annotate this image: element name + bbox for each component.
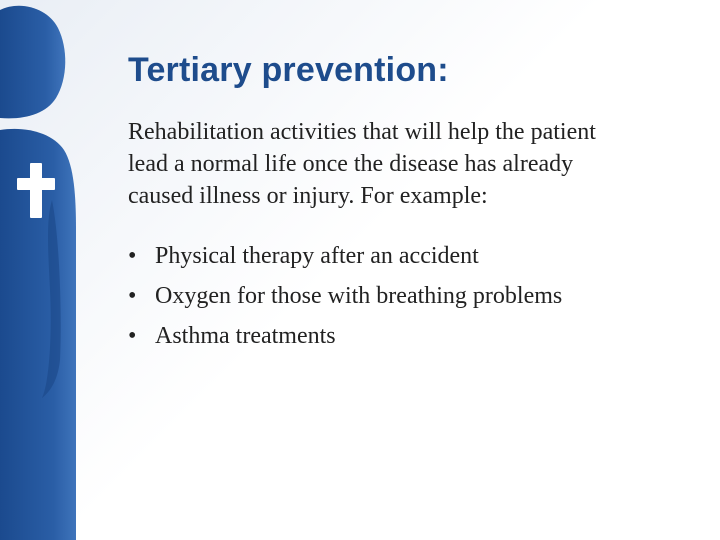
bullet-list bbox=[128, 236, 688, 356]
bullet-item bbox=[128, 316, 688, 356]
bullet-marker: • bbox=[128, 323, 137, 350]
bullet-text: Physical therapy after an accident bbox=[155, 243, 479, 270]
bullet-item bbox=[128, 236, 688, 276]
bullet-marker: • bbox=[128, 243, 137, 270]
bullet-marker: • bbox=[128, 283, 137, 310]
nurse-silhouette-icon bbox=[0, 0, 120, 540]
slide-title: Tertiary prevention: bbox=[128, 51, 449, 89]
bullet-text: Oxygen for those with breathing problems bbox=[155, 283, 563, 310]
slide-content bbox=[128, 52, 688, 356]
bullet-item bbox=[128, 276, 688, 316]
slide-body-text: Rehabilitation activities that will help the patient lead a normal life once the disease has already caused illness or injury. For example: bbox=[128, 119, 596, 210]
bullet-text: Asthma treatments bbox=[155, 323, 336, 350]
